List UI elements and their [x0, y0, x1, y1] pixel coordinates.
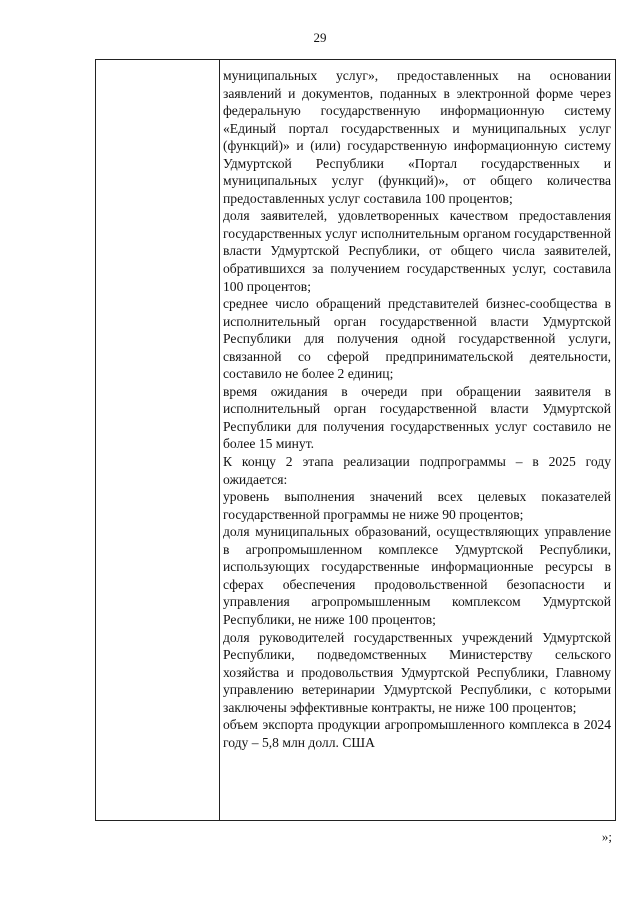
paragraph-business-requests: среднее число обращений представителей бизнес-сообщества в исполнительный орган государственной власти Удмуртской Республики для получения одной государственной услуги, связанной со сферой предпринимательской деятельности, составило не более 2 единиц;	[223, 296, 611, 382]
paragraph-effective-contracts: доля руководителей государственных учреждений Удмуртской Республики, подведомственных Министерству сельского хозяйства и продовольствия Удмуртской Республики, Главному управлению ветеринарии Удмуртской Республики, с которыми заключены эффективные контракты, не ниже 100 процентов;	[223, 629, 611, 715]
paragraph-export-volume: объем экспорта продукции агропромышленного комплекса в 2024 году – 5,8 млн долл. США	[223, 717, 611, 750]
paragraph-municipalities-share: доля муниципальных образований, осуществляющих управление в агропромышленном комплексе Удмуртской Республики, использующих государственные информационные ресурсы в сферах обеспечения продовольственной безопасности и управления агропромышленным комплексом Удмуртской Республики, не ниже 100 процентов;	[223, 524, 611, 627]
closing-quote-mark: »;	[601, 829, 612, 844]
table-left-column	[96, 60, 220, 820]
page-number: 29	[313, 30, 327, 45]
paragraph-satisfied-applicants: доля заявителей, удовлетворенных качеством предоставления государственных услуг исполнительным органом государственной власти Удмуртской Республики, от общего числа заявителей, обратившихся за получением государственных услуг, составила 100 процентов;	[223, 208, 611, 294]
paragraph-stage-2-heading: К концу 2 этапа реализации подпрограммы – в 2025 году ожидается:	[223, 454, 611, 487]
paragraph-target-indicators: уровень выполнения значений всех целевых показателей государственной программы не ниже 90 процентов;	[223, 489, 611, 522]
table-right-column	[220, 60, 615, 820]
document-table	[95, 59, 616, 821]
paragraph-electronic-services: муниципальных услуг», предоставленных на основании заявлений и документов, поданных в электронной форме через федеральную государственную информационную систему «Единый портал государственных и муниципальных услуг (функций)» и (или) государственную информационную систему Удмуртской Республики «Портал государственных и муниципальных услуг (функций)», от общего количества предоставленных услуг составила 100 процентов;	[223, 68, 611, 206]
paragraph-queue-time: время ожидания в очереди при обращении заявителя в исполнительный орган государственной власти Удмуртской Республики для получения государственных услуг составило не более 15 минут.	[223, 383, 611, 452]
